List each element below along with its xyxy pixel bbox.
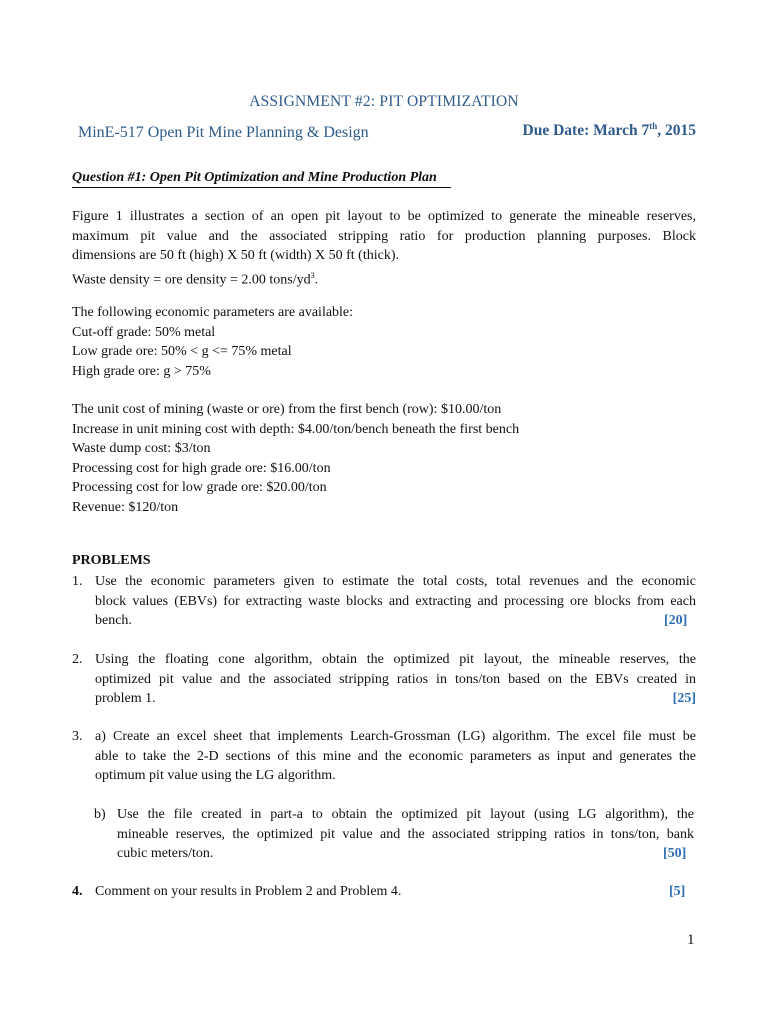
intro-line: maximum pit value and the associated stripping ratio for production planning purposes. Block	[72, 228, 696, 244]
economic-parameters	[72, 303, 696, 381]
course-title: MinE-517 Open Pit Mine Planning & Design	[78, 124, 369, 141]
problem-line-text: Comment on your results in Problem 2 and Problem 4.	[95, 884, 402, 899]
problem-line: able to take the 2-D sections of this mine and the economic parameters as input and generates the	[95, 748, 696, 764]
density-exponent: 3	[310, 270, 315, 280]
problem-line-text: cubic meters/ton.	[117, 846, 214, 861]
intro-line: Figure 1 illustrates a section of an open pit layout to be optimized to generate the mineable reserves,	[72, 209, 696, 224]
econ-line: High grade ore: g > 75%	[72, 363, 211, 379]
problem-line: Using the floating cone algorithm, obtain the optimized pit layout, the mineable reserves, the	[95, 652, 696, 667]
cost-line: The unit cost of mining (waste or ore) from the first bench (row): $10.00/ton	[72, 402, 502, 417]
question-heading: Question #1: Open Pit Optimization and Mine Production Plan	[72, 170, 451, 188]
cost-line: Increase in unit mining cost with depth: $4.00/ton/bench beneath the first bench	[72, 421, 520, 437]
problem-line: optimized pit value and the associated stripping ratios in tons/ton based on the EBVs created in	[95, 671, 696, 687]
density-text: Waste density = ore density = 2.00 tons/yd	[72, 272, 311, 288]
problem-number: b)	[94, 807, 106, 822]
problem-line: block values (EBVs) for extracting waste blocks and extracting and processing ore blocks from each	[95, 593, 696, 609]
problem-number: 4.	[72, 884, 83, 899]
problem-line: a) Create an excel sheet that implements Learch-Grossman (LG) algorithm. The excel file must be	[95, 729, 696, 744]
problem-points: [20]	[664, 613, 688, 628]
problems-heading: PROBLEMS	[72, 553, 151, 568]
problem-points: [50]	[663, 846, 687, 861]
assignment-title: ASSIGNMENT #2: PIT OPTIMIZATION	[249, 93, 519, 110]
problem-points: [5]	[669, 884, 686, 899]
problem-body	[117, 805, 694, 864]
due-date	[523, 121, 696, 140]
cost-line: Waste dump cost: $3/ton	[72, 441, 211, 456]
problem-line	[117, 844, 694, 864]
due-date-year: , 2015	[657, 122, 696, 140]
density-end: .	[314, 272, 319, 288]
cost-line: Processing cost for low grade ore: $20.00/ton	[72, 480, 327, 495]
problem-line	[95, 689, 696, 709]
intro-paragraph	[72, 207, 696, 290]
intro-line: dimensions are 50 ft (high) X 50 ft (width) X 50 ft (thick).	[72, 248, 399, 263]
problem-number: 3.	[72, 729, 83, 744]
due-date-suffix: th	[649, 121, 658, 131]
page-number: 1	[687, 932, 695, 948]
problem-body	[95, 572, 696, 631]
problem-line	[95, 611, 696, 631]
problem-line: mineable reserves, the optimized pit value and the associated stripping ratios in tons/ton, bank	[117, 826, 694, 842]
cost-line: Revenue: $120/ton	[72, 499, 179, 515]
econ-line: Low grade ore: 50% < g <= 75% metal	[72, 344, 292, 359]
density-line	[72, 266, 696, 290]
problem-number: 1.	[72, 574, 83, 589]
cost-parameters	[72, 400, 696, 517]
problem-line	[95, 882, 696, 902]
problem-body	[95, 727, 696, 786]
due-date-text: Due Date: March 7	[522, 122, 650, 140]
problem-line-text: bench.	[95, 613, 132, 628]
problem-body	[95, 650, 696, 709]
cost-line: Processing cost for high grade ore: $16.00/ton	[72, 460, 331, 476]
problem-line: Use the file created in part-a to obtain the optimized pit layout (using LG algorithm), the	[117, 807, 694, 822]
econ-line: The following economic parameters are available:	[72, 305, 354, 320]
problem-line: Use the economic parameters given to estimate the total costs, total revenues and the economic	[95, 574, 696, 589]
problem-number: 2.	[72, 652, 83, 667]
problem-line-text: problem 1.	[95, 691, 156, 706]
problem-line: optimum pit value using the LG algorithm.	[95, 768, 336, 783]
econ-line: Cut-off grade: 50% metal	[72, 324, 216, 340]
problem-points: [25]	[672, 691, 696, 706]
problem-body	[95, 882, 696, 902]
